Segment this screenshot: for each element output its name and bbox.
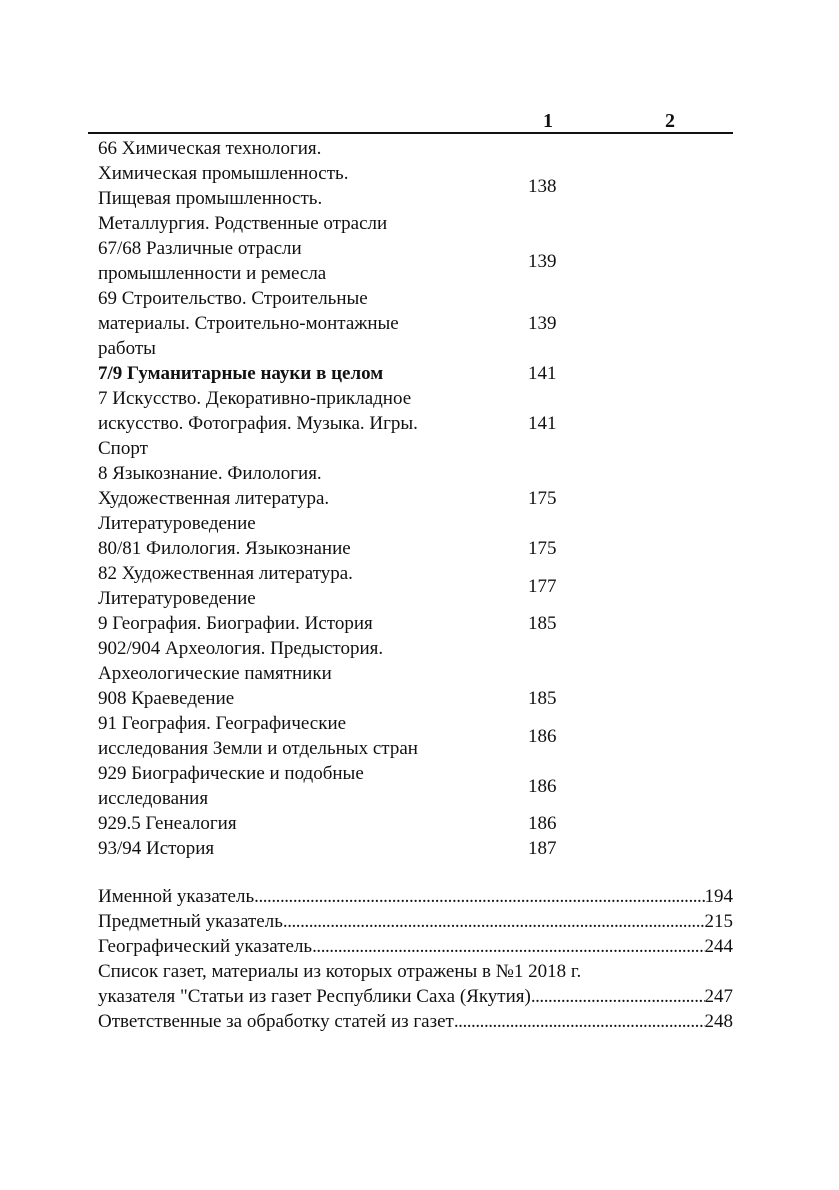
table-row	[88, 711, 733, 761]
section-title-line: Пищевая промышленность.	[98, 188, 323, 209]
column-2-header: 2	[665, 110, 675, 132]
section-title-line: 67/68 Различные отрасли	[98, 238, 302, 259]
section-title-line: 9 География. Биографии. История	[98, 613, 373, 634]
index-entry-line: Список газет, материалы из которых отражены в №1 2018 г.	[98, 961, 582, 982]
dot-leader	[254, 884, 704, 909]
section-title-line: 7/9 Гуманитарные науки в целом	[98, 363, 384, 384]
page-number: 186	[528, 725, 557, 747]
section-title	[88, 711, 528, 761]
section-title-line: Спорт	[98, 438, 148, 459]
section-title-line: 82 Художественная литература.	[98, 563, 353, 584]
index-entry-label: Ответственные за обработку статей из газет	[98, 1011, 454, 1032]
column-1-header: 1	[543, 110, 553, 132]
section-title	[88, 136, 528, 236]
page-number: 185	[528, 688, 557, 709]
section-title	[88, 836, 528, 861]
section-title-line: искусство. Фотография. Музыка. Игры.	[98, 413, 418, 434]
table-row	[88, 561, 733, 611]
section-title-line: Химическая промышленность.	[98, 163, 349, 184]
dot-leader	[531, 984, 705, 1009]
table-row	[88, 761, 733, 811]
section-title	[88, 686, 528, 711]
section-title-line: 908 Краеведение	[98, 688, 235, 709]
section-title-line: 91 География. Географические	[98, 713, 347, 734]
dot-leader	[312, 934, 704, 959]
page-number: 139	[528, 250, 557, 272]
section-title	[88, 636, 528, 686]
page-number: 177	[528, 575, 557, 597]
page-number: 138	[528, 175, 557, 197]
page-number: 175	[528, 488, 557, 509]
section-title-line: 929 Биографические и подобные	[98, 763, 364, 784]
index-entry-page: 194	[704, 886, 733, 907]
index-entry-page: 247	[704, 986, 733, 1007]
index-entry-label: Предметный указатель	[98, 911, 283, 932]
table-row	[88, 361, 733, 386]
section-title-line: 69 Строительство. Строительные	[98, 288, 368, 309]
index-entry-page: 248	[704, 1011, 733, 1032]
table-row	[88, 611, 733, 636]
table-row	[88, 636, 733, 686]
index-entry	[98, 909, 733, 934]
section-title-line: 66 Химическая технология.	[98, 138, 322, 159]
index-entry	[98, 934, 733, 959]
section-title-line: 7 Искусство. Декоративно-прикладное	[98, 388, 412, 409]
index-entry-label: Географический указатель	[98, 936, 313, 957]
section-title	[88, 611, 528, 636]
section-title-line: работы	[98, 338, 156, 359]
section-title-line: Металлургия. Родственные отрасли	[98, 213, 388, 234]
dot-leader	[283, 909, 705, 934]
table-header	[88, 110, 733, 134]
index-entry	[98, 884, 733, 909]
section-title-line: промышленности и ремесла	[98, 263, 327, 284]
section-title	[88, 386, 528, 461]
section-title-line: 80/81 Филология. Языкознание	[98, 538, 351, 559]
section-title-line: Литературоведение	[98, 513, 256, 534]
page-number: 175	[528, 538, 557, 559]
index-entry-label: Именной указатель	[98, 886, 255, 907]
table-row	[88, 686, 733, 711]
index-entry-label: указателя "Статьи из газет Республики Саха (Якутия)	[98, 986, 531, 1007]
section-title-line: 8 Языкознание. Филология.	[98, 463, 322, 484]
table-row	[88, 386, 733, 461]
index-entry-page: 244	[704, 936, 733, 957]
section-title	[88, 536, 528, 561]
section-title	[88, 361, 528, 386]
section-title	[88, 811, 528, 836]
section-title	[88, 461, 528, 536]
index-entry	[98, 984, 733, 1009]
dot-leader	[454, 1009, 705, 1034]
table-row	[88, 286, 733, 361]
section-title	[88, 286, 528, 361]
section-title-line: исследования Земли и отдельных стран	[98, 738, 418, 759]
page-number: 141	[528, 413, 557, 434]
page-number: 141	[528, 363, 557, 384]
table-row	[88, 136, 733, 236]
section-title-line: исследования	[98, 788, 209, 809]
section-title-line: 902/904 Археология. Предыстория.	[98, 638, 384, 659]
table-row	[88, 836, 733, 861]
section-title-line: материалы. Строительно-монтажные	[98, 313, 399, 334]
section-title	[88, 561, 528, 611]
page-number: 186	[528, 813, 557, 834]
page-number: 139	[528, 313, 557, 334]
section-title-line: Художественная литература.	[98, 488, 330, 509]
index-entry-page: 215	[704, 911, 733, 932]
section-title-line: 93/94 История	[98, 838, 215, 859]
index-entry	[98, 1009, 733, 1034]
page-number: 186	[528, 775, 557, 797]
page-number: 187	[528, 838, 557, 859]
page-number: 185	[528, 613, 557, 634]
section-title	[88, 236, 528, 286]
section-title-line: Археологические памятники	[98, 663, 332, 684]
table-row	[88, 461, 733, 536]
table-row	[88, 811, 733, 836]
section-title-line: Литературоведение	[98, 588, 256, 609]
section-title-line: 929.5 Генеалогия	[98, 813, 237, 834]
contents-table	[88, 136, 733, 861]
table-row	[88, 536, 733, 561]
index-list	[98, 884, 733, 1034]
section-title	[88, 761, 528, 811]
table-row	[88, 236, 733, 286]
